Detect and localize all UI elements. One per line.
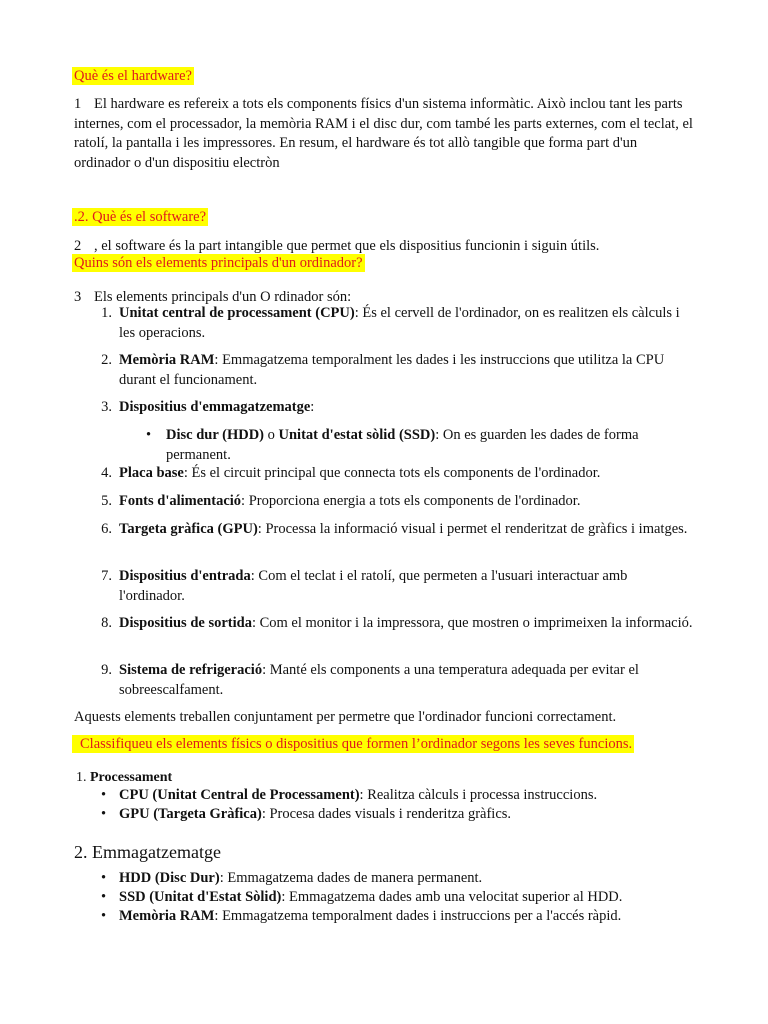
list-item (74, 567, 694, 606)
item-desc: : Proporciona energia a tots els components de l'ordinador. (241, 493, 581, 509)
item-desc: : Processa la informació visual i permet el renderitzat de gràfics i imatges. (257, 521, 688, 537)
section-processament-heading (76, 770, 172, 786)
bullet-icon: • (101, 889, 107, 905)
item-desc: : Emmagatzema dades amb una velocitat superior al HDD. (281, 889, 623, 905)
item-desc: : Procesa dades visuals i renderitza gràfics. (261, 806, 512, 822)
list-item (74, 351, 694, 390)
item-term: Dispositius d'emmagatzematge (119, 399, 311, 415)
paragraph-text: Els elements principals d'un O rdinador són: (94, 289, 352, 305)
list-item (74, 661, 694, 700)
list-item (101, 786, 701, 806)
item-number: 2. (101, 352, 112, 368)
bullet-icon: • (101, 870, 107, 886)
item-desc: : (310, 399, 315, 415)
item-term: Disc dur (HDD) (166, 427, 265, 443)
item-term: CPU (Unitat Central de Processament) (119, 787, 360, 803)
paragraph-number: 3 (74, 289, 82, 305)
question-software-heading (72, 209, 208, 226)
item-desc: : Manté els components a una temperatura adequada per evitar el sobreescalfament. (119, 662, 639, 698)
item-term: GPU (Targeta Gràfica) (119, 806, 262, 822)
item-term: Placa base (119, 465, 184, 481)
item-term: Sistema de refrigeració (119, 662, 263, 678)
storage-sublist-item (146, 426, 686, 465)
item-number: 6. (101, 521, 112, 537)
paragraph-text: El hardware es refereix a tots els components físics d'un sistema informàtic. Això inclou tant les parts internes, com el processador, la memòria RAM i el disc dur, com també les parts externes, com el teclat, el ratolí, la pantalla i les impressores. En resum, el hardware és tot allò tangible que forma part d'un ordinador o d'un dispositiu electròn (74, 96, 693, 171)
highlight: Classifiqueu els elements físics o dispositius que formen l’ordinador segons les seves funcions. (72, 735, 634, 753)
item-term: SSD (Unitat d'Estat Sòlid) (119, 889, 282, 905)
item-desc: : On es guarden les dades de forma permanent. (166, 427, 639, 463)
item-desc: : Com el teclat i el ratolí, que permeten a l'usuari interactuar amb l'ordinador. (119, 568, 628, 604)
list-item (74, 304, 694, 343)
highlight: Què és el hardware? (74, 68, 192, 84)
list-item (74, 492, 694, 512)
list-item (101, 907, 701, 927)
item-number: 1. (101, 305, 112, 321)
list-item (74, 614, 694, 634)
item-number: 4. (101, 465, 112, 481)
item-term: Fonts d'alimentació (119, 493, 242, 509)
item-term: Targeta gràfica (GPU) (119, 521, 258, 537)
section-number: 1. (76, 770, 87, 785)
list-item (101, 805, 701, 825)
item-number: 5. (101, 493, 112, 509)
highlight: .2. Què és el software? (74, 209, 207, 225)
item-desc: : És el cervell de l'ordinador, on es realitzen els càlculs i les operacions. (119, 305, 680, 341)
summary-paragraph: Aquests elements treballen conjuntament per permetre que l'ordinador funcioni correctament. (74, 709, 617, 725)
bullet-icon: • (101, 787, 107, 803)
item-desc: : Realitza càlculs i processa instruccions. (359, 787, 598, 803)
item-term: HDD (Disc Dur) (119, 870, 220, 886)
item-number: 9. (101, 662, 112, 678)
list-item (74, 464, 694, 484)
list-item (101, 888, 701, 908)
item-term: Dispositius de sortida (119, 615, 252, 631)
item-term: Unitat central de processament (CPU) (119, 305, 355, 321)
item-number: 8. (101, 615, 112, 631)
item-desc: : Emmagatzema temporalment les dades i les instruccions que utilitza la CPU durant el funcionament. (119, 352, 665, 388)
paragraph-number: 1 (74, 96, 82, 112)
item-desc: : És el circuit principal que connecta tots els components de l'ordinador. (183, 465, 601, 481)
item-desc: : Com el monitor i la impressora, que mostren o imprimeixen la informació. (251, 615, 693, 631)
item-number: 7. (101, 568, 112, 584)
section-emmagatzematge-heading: 2. Emmagatzematge (74, 842, 221, 862)
item-number: 3. (101, 399, 112, 415)
section-title: Processament (90, 770, 173, 785)
paragraph-number: 2 (74, 238, 82, 254)
item-term: Dispositius d'entrada (119, 568, 251, 584)
question-hardware-heading (72, 68, 194, 85)
bullet-icon: • (101, 806, 107, 822)
list-item (74, 398, 694, 418)
list-item (101, 869, 701, 889)
item-desc: : Emmagatzema temporalment dades i instruccions per a l'accés ràpid. (214, 908, 622, 924)
bullet-icon: • (101, 908, 107, 924)
item-connector: o (264, 427, 279, 443)
answer-hardware-paragraph (74, 95, 694, 173)
item-term: Memòria RAM (119, 908, 215, 924)
item-desc: : Emmagatzema dades de manera permanent. (219, 870, 483, 886)
list-item (74, 520, 694, 540)
item-term: Unitat d'estat sòlid (SSD) (278, 427, 436, 443)
question-classify-heading (72, 736, 634, 753)
bullet-icon: • (146, 427, 152, 443)
item-term: Memòria RAM (119, 352, 215, 368)
question-elements-heading (72, 255, 365, 272)
highlight: Quins són els elements principals d'un ordinador? (74, 255, 363, 271)
paragraph-text: , el software és la part intangible que permet que els dispositius funcionin i siguin útils. (94, 238, 600, 254)
